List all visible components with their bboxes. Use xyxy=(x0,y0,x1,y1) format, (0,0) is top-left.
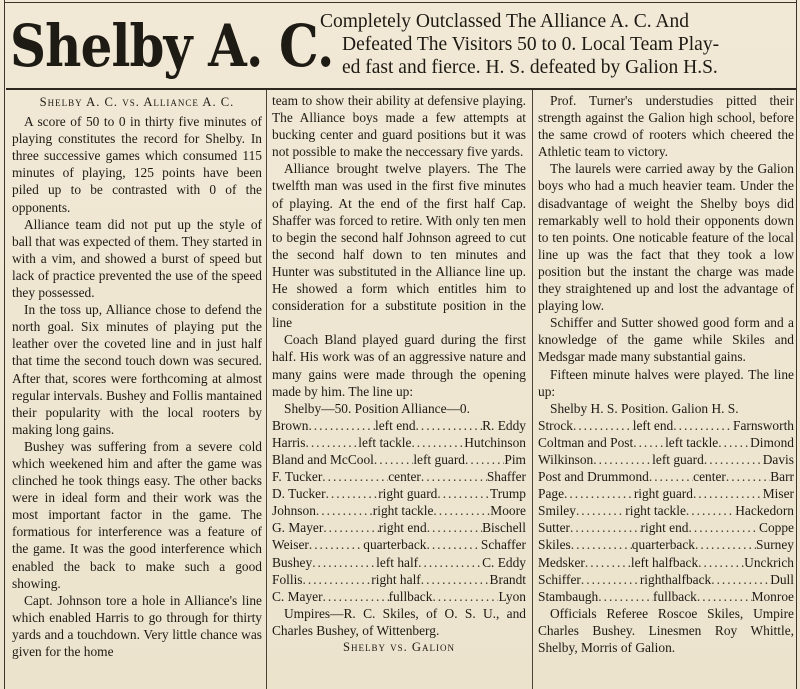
paragraph: team to show their ability at defensive playing. The Alliance boys made a few attempts at bucking center and guard positions but it was not possible to make the neccessary five yards. xyxy=(272,93,526,160)
shelby-player: Wilkinson xyxy=(538,451,594,467)
lineup-header: Shelby—50. Position Alliance—0. xyxy=(284,400,470,416)
paragraph: Capt. Johnson tore a hole in Alliance's line which enabled Harris to go through for thirty yards and a touchdown. Very little chance was given for the home xyxy=(12,592,262,659)
opponent-player: Moore xyxy=(490,503,526,519)
paragraph: Fifteen minute halves were played. The line up: xyxy=(538,366,794,399)
position: fullback xyxy=(652,588,697,604)
shelby-player: Schiffer xyxy=(538,571,581,587)
left-rule xyxy=(4,0,5,689)
position: center xyxy=(388,469,421,485)
opponent-player: Trump xyxy=(490,486,526,502)
opponent-player: Miser xyxy=(762,486,794,502)
paragraph: In the toss up, Alliance chose to defend the north goal. Six minutes of playing put the leather over the coveted line and in just half that time the second touch down was secured. After that, scores were forthcoming at almost regular intervals. Bushey and Follis mantained their popularity with the local rooters by making long gains. xyxy=(12,302,262,437)
paragraph: Alliance team did not put up the style of ball that was expected of them. They started in with a vim, and showed a burst of speed but lack of practice prevented the use of the speed they possessed. xyxy=(12,216,263,301)
lineup-row xyxy=(272,485,526,502)
position: left tackle xyxy=(665,434,719,450)
opponent-player: Lyon xyxy=(498,588,526,604)
column-3 xyxy=(538,92,794,656)
position: right guard xyxy=(378,486,438,502)
lineup-row xyxy=(538,502,794,519)
opponent-player: Schaffer xyxy=(480,537,526,553)
officials: Officials Referee Roscoe Skiles, Umpire Charles Bushey. Linesmen Roy Whittle, Shelby, Morris of Galion. xyxy=(538,605,794,655)
position: right end xyxy=(640,520,689,536)
opponent-player: Pim xyxy=(504,451,526,467)
lineup-row xyxy=(538,536,794,553)
shelby-player: Weiser xyxy=(272,537,309,553)
lineup-row xyxy=(538,519,794,536)
shelby-player: Bland and McCool xyxy=(272,451,374,467)
lineup-row xyxy=(272,554,526,571)
shelby-player: Page xyxy=(538,486,565,502)
lineup-row xyxy=(538,588,794,605)
shelby-player: F. Tucker xyxy=(272,469,323,485)
opponent-player: Hutchinson xyxy=(464,434,526,450)
opponent-player: Davis xyxy=(762,451,794,467)
position: fullback xyxy=(388,588,433,604)
lineup-row xyxy=(272,451,526,468)
shelby-player: Follis xyxy=(272,571,303,587)
position: left guard xyxy=(413,451,465,467)
lineup-row xyxy=(272,417,526,434)
lineup-row xyxy=(272,502,526,519)
shelby-player: C. Mayer xyxy=(272,588,323,604)
deck-line-2: Defeated The Visitors 50 to 0. Local Team Play- xyxy=(342,34,720,55)
paragraph: The laurels were carried away by the Galion boys who had a much heavier team. Under the disadvantage of weight the Shelby boys did remarkably well to hold their opponents down to ten points. One noticable feature of the local line up was the fact that they took a low position but the instant the charge was made they straightened up and lost the advantage of playing low. xyxy=(538,161,794,314)
shelby-player: Harris xyxy=(272,434,306,450)
shelby-player: Smiley xyxy=(538,503,576,519)
shelby-player: Stambaugh xyxy=(538,588,599,604)
shelby-player: Bushey xyxy=(272,554,313,570)
lineup-row xyxy=(272,571,526,588)
shelby-player: G. Mayer xyxy=(272,520,324,536)
subhead-alliance: Shelby A. C. vs. Alliance A. C. xyxy=(39,95,235,109)
opponent-player: Monroe xyxy=(751,588,794,604)
position: right tackle xyxy=(625,503,686,519)
paragraph: Prof. Turner's understudies pitted their strength against the Galion high school, before the same crowd of rooters which cheered the Athletic team to victory. xyxy=(538,93,794,160)
deck-line-3: ed fast and fierce. H. S. defeated by Galion H.S. xyxy=(342,57,718,78)
position: left guard xyxy=(652,451,704,467)
paragraph: Schiffer and Sutter showed good form and a knowledge of the game while Skiles and Medsgar made many substantial gains. xyxy=(538,315,794,365)
shelby-player: Sutter xyxy=(538,520,570,536)
opponent-player: Barr xyxy=(770,469,794,485)
opponent-player: Brandt xyxy=(489,571,526,587)
shelby-player: Post and Drummond xyxy=(538,469,649,485)
headline: Shelby A. C. xyxy=(10,12,334,80)
opponent-player: Hackedorn xyxy=(735,503,794,519)
shelby-player: Skiles xyxy=(538,537,571,553)
paragraph: Coach Bland played guard during the first half. His work was of an aggressive nature and many gains were made through the opening made by him. The line up: xyxy=(272,332,526,399)
lineup-table-alliance xyxy=(272,417,526,605)
headline-rule xyxy=(6,88,796,90)
shelby-player: Medsker xyxy=(538,554,585,570)
column-rule-1 xyxy=(266,90,267,689)
opponent-player: R. Eddy xyxy=(482,417,526,433)
paragraph: Alliance brought twelve players. The The twelfth man was used in the first five minutes of playing. At the end of the first half Cap. Shaffer was forced to retire. With only ten men to begin the second half Johnson agreed to cut the second half down to ten minutes and Hunter was substituted in the Alliance line up. He showed a form which entitles him to consideration for a substitute position in the line xyxy=(272,161,526,331)
opponent-player: C. Eddy xyxy=(482,554,526,570)
lineup-row xyxy=(538,554,794,571)
position: right tackle xyxy=(372,503,434,519)
position: right half xyxy=(371,571,421,587)
position: right end xyxy=(378,520,427,536)
shelby-player: Brown xyxy=(272,417,309,433)
lineup-row xyxy=(272,434,526,451)
lineup-row xyxy=(538,571,794,588)
lineup-row xyxy=(538,417,794,434)
position: left halfback xyxy=(630,554,699,570)
paragraph: A score of 50 to 0 in thirty five minutes of playing constitutes the record for Shelby. In three successive games which consumed 115 minutes of playing, 125 points have been piled up to be contrasted with 0 of the opponents. xyxy=(12,114,262,215)
position: center xyxy=(693,469,726,485)
lineup-row xyxy=(272,468,526,485)
lineup-row xyxy=(538,485,794,502)
top-rule xyxy=(4,2,797,3)
opponent-player: Farnsworth xyxy=(733,417,794,433)
subhead-galion: Shelby vs. Galion xyxy=(342,640,456,654)
lineup-row xyxy=(272,519,526,536)
position: quarterback xyxy=(363,537,427,553)
lineup-row xyxy=(272,588,526,605)
position: righthalfback xyxy=(639,571,712,587)
position: left half xyxy=(376,554,419,570)
paragraph: Bushey was suffering from a severe cold which weekened him and after the game was clinched he took things easy. The other backs were in ideal form and their work was the most important factor in the game. The formatious for interference was a feature of the game. It was the good interference which enabled the back to make such a good showing. xyxy=(12,438,262,591)
position: left end xyxy=(632,417,674,433)
position: left end xyxy=(375,417,416,433)
opponent-player: Shaffer xyxy=(486,469,526,485)
opponent-player: Dull xyxy=(770,571,794,587)
position: right guard xyxy=(633,486,693,502)
lineup-header: Shelby H. S. Position. Galion H. S. xyxy=(550,400,739,416)
lineup-table-galion xyxy=(538,417,794,605)
column-2 xyxy=(272,92,526,658)
opponent-player: Surney xyxy=(756,537,794,553)
shelby-player: D. Tucker xyxy=(272,486,326,502)
right-rule xyxy=(796,0,797,689)
column-1 xyxy=(12,94,262,660)
deck xyxy=(312,10,798,79)
column-rule-2 xyxy=(532,90,533,689)
lineup-row xyxy=(538,468,794,485)
umpires: Umpires—R. C. Skiles, of O. S. U., and Charles Bushey, of Wittenberg. xyxy=(272,605,526,638)
position: left tackle xyxy=(358,434,412,450)
opponent-player: Coppe xyxy=(759,520,794,536)
shelby-player: Strock xyxy=(538,417,573,433)
opponent-player: Dimond xyxy=(750,434,794,450)
opponent-player: Unckrich xyxy=(744,554,794,570)
lineup-row xyxy=(272,536,526,553)
shelby-player: Coltman and Post xyxy=(538,434,634,450)
shelby-player: Johnson xyxy=(272,503,316,519)
deck-line-1: Completely Outclassed The Alliance A. C. And xyxy=(320,11,690,32)
lineup-row xyxy=(538,434,794,451)
position: quarterback xyxy=(631,537,695,553)
opponent-player: Bischell xyxy=(482,520,526,536)
lineup-row xyxy=(538,451,794,468)
